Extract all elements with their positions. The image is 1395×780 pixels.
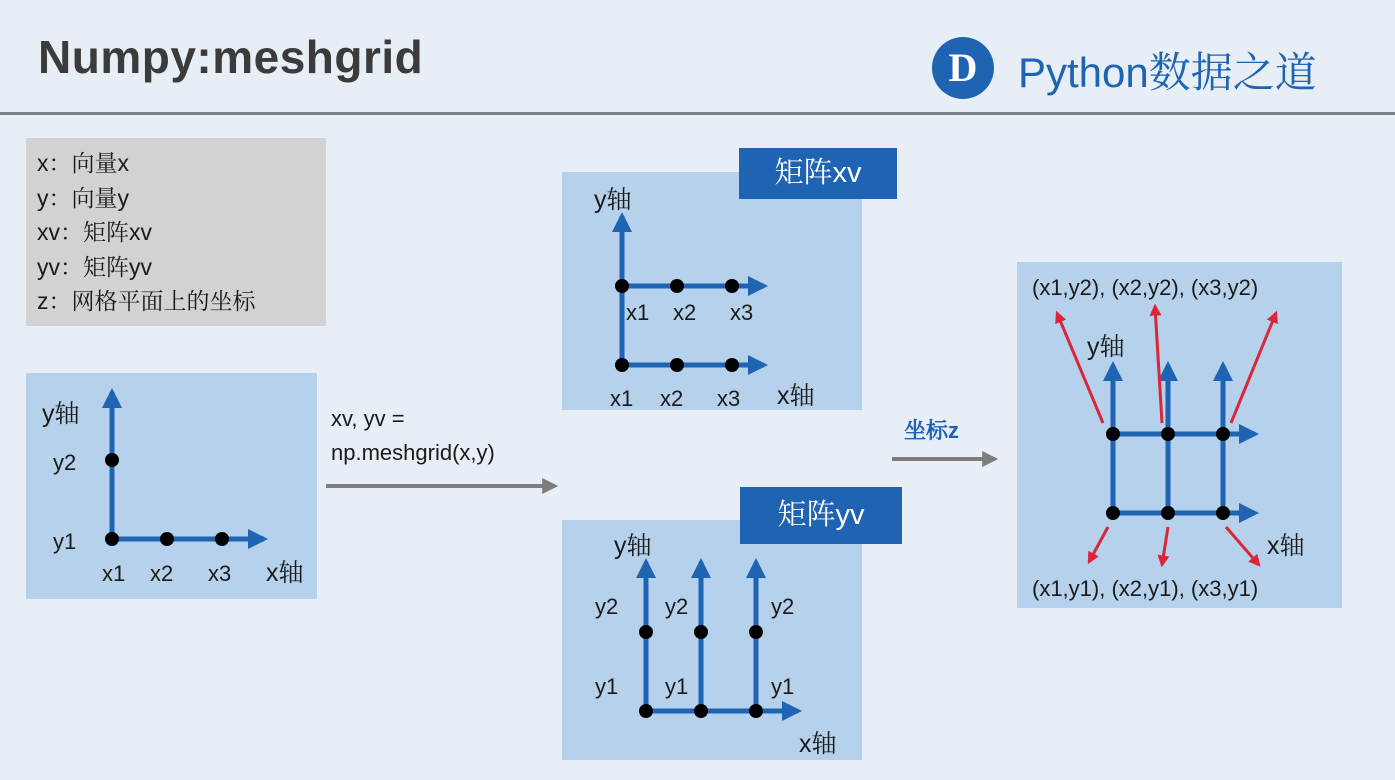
legend-line-x: x：向量x (37, 150, 129, 176)
code-line-1: xv, yv = (331, 406, 405, 431)
grid-bottom-coords: (x1,y1), (x2,y1), (x3,y1) (1032, 576, 1259, 601)
input-axes (112, 392, 264, 539)
input-x-tick-x2: x2 (150, 561, 174, 586)
legend-line-yv: yv：矩阵yv (37, 253, 152, 280)
yv-col2-y1: y1 (665, 674, 689, 699)
brand-name: Python数据之道 (1018, 49, 1317, 96)
yv-y-axis-label: y轴 (614, 532, 652, 560)
input-x-axis-label: x轴 (266, 559, 304, 587)
xv-top-x1: x1 (626, 300, 650, 325)
brand-logo: D (932, 37, 994, 99)
yv-col2-y2: y2 (665, 594, 689, 619)
input-y-tick-y1: y1 (53, 529, 77, 554)
yv-col3-y1: y1 (771, 674, 795, 699)
xv-bottom-x1: x1 (610, 386, 634, 411)
xv-bottom-x2: x2 (660, 386, 684, 411)
yv-matrix-tag: 矩阵yv (740, 487, 902, 544)
input-y-tick-y2: y2 (53, 450, 77, 475)
legend-line-xv: xv：矩阵xv (37, 219, 152, 246)
xv-matrix-tag: 矩阵xv (739, 148, 897, 199)
grid-x-axis-label: x轴 (1267, 532, 1305, 560)
coord-z-label: 坐标z (904, 418, 960, 443)
grid-top-coords: (x1,y2), (x2,y2), (x3,y2) (1032, 275, 1259, 300)
input-points (105, 453, 229, 546)
legend-line-z: z：网格平面上的坐标 (37, 288, 256, 315)
yv-col1-y2: y2 (595, 594, 619, 619)
input-y-axis-label: y轴 (42, 400, 80, 428)
yv-x-axis-label: x轴 (799, 730, 837, 758)
grid-y-axis-label: y轴 (1087, 333, 1125, 361)
xv-top-x3: x3 (730, 300, 754, 325)
xv-y-axis-label: y轴 (594, 186, 632, 214)
input-x-tick-x3: x3 (208, 561, 232, 586)
xv-x-axis-label: x轴 (777, 382, 815, 410)
legend-line-y: y：向量y (37, 184, 129, 211)
page-title: Numpy:meshgrid (38, 31, 424, 83)
yv-col3-y2: y2 (771, 594, 795, 619)
xv-top-x2: x2 (673, 300, 697, 325)
input-x-tick-x1: x1 (102, 561, 126, 586)
code-line-2: np.meshgrid(x,y) (331, 440, 495, 465)
grid-axes (1113, 365, 1255, 513)
xv-bottom-x3: x3 (717, 386, 741, 411)
yv-col1-y1: y1 (595, 674, 619, 699)
xv-axes (622, 216, 764, 365)
